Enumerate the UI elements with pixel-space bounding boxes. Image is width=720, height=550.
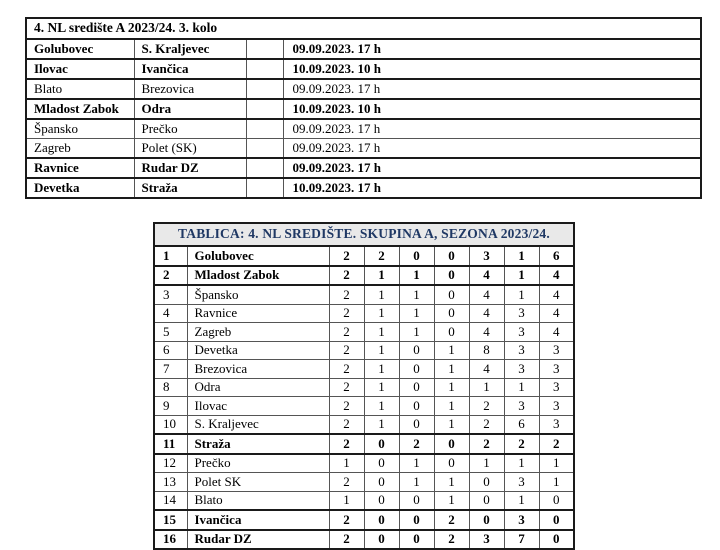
- standings-team: Mladost Zabok: [187, 266, 329, 286]
- standings-stat: 3: [539, 397, 574, 416]
- standings-stat: 2: [539, 434, 574, 454]
- standings-rank: 9: [154, 397, 187, 416]
- standings-stat: 4: [469, 360, 504, 379]
- standings-team: Ravnice: [187, 304, 329, 323]
- fixture-datetime: 09.09.2023. 17 h: [283, 158, 701, 178]
- standings-row: [154, 246, 574, 266]
- fixture-spacer-cell: [246, 119, 283, 139]
- standings-stat: 1: [364, 378, 399, 397]
- standings-stat: 1: [399, 454, 434, 473]
- standings-stat: 4: [469, 285, 504, 304]
- standings-stat: 1: [329, 454, 364, 473]
- standings-stat: 0: [399, 415, 434, 434]
- standings-stat: 0: [434, 266, 469, 286]
- standings-stat: 2: [329, 415, 364, 434]
- standings-row: [154, 454, 574, 473]
- standings-stat: 0: [399, 360, 434, 379]
- standings-stat: 0: [539, 491, 574, 510]
- standings-stat: 0: [399, 246, 434, 266]
- standings-stat: 7: [504, 530, 539, 550]
- standings-stat: 1: [504, 266, 539, 286]
- standings-team: Zagreb: [187, 323, 329, 342]
- standings-team: Polet SK: [187, 473, 329, 492]
- standings-stat: 2: [469, 397, 504, 416]
- fixture-home-team: Golubovec: [26, 39, 134, 59]
- fixture-spacer-cell: [246, 79, 283, 99]
- fixture-datetime: 09.09.2023. 17 h: [283, 119, 701, 139]
- fixture-datetime: 10.09.2023. 10 h: [283, 59, 701, 79]
- standings-row: [154, 323, 574, 342]
- fixtures-title: 4. NL središte A 2023/24. 3. kolo: [26, 18, 701, 39]
- fixture-home-team: Mladost Zabok: [26, 99, 134, 119]
- standings-row: [154, 510, 574, 530]
- standings-stat: 2: [504, 434, 539, 454]
- standings-stat: 0: [539, 530, 574, 550]
- fixture-datetime: 10.09.2023. 17 h: [283, 178, 701, 198]
- standings-stat: 1: [504, 246, 539, 266]
- standings-stat: 2: [329, 530, 364, 550]
- standings-stat: 1: [399, 473, 434, 492]
- standings-rank: 13: [154, 473, 187, 492]
- standings-stat: 3: [504, 304, 539, 323]
- standings-stat: 0: [364, 510, 399, 530]
- fixture-spacer-cell: [246, 178, 283, 198]
- standings-stat: 3: [504, 341, 539, 360]
- standings-stat: 0: [539, 510, 574, 530]
- fixture-home-team: Devetka: [26, 178, 134, 198]
- standings-stat: 1: [399, 304, 434, 323]
- standings-team: S. Kraljevec: [187, 415, 329, 434]
- standings-stat: 2: [399, 434, 434, 454]
- standings-stat: 2: [469, 415, 504, 434]
- standings-title-row: [154, 223, 574, 246]
- fixtures-table: [25, 17, 702, 199]
- standings-stat: 0: [399, 510, 434, 530]
- standings-team: Brezovica: [187, 360, 329, 379]
- standings-stat: 1: [329, 491, 364, 510]
- fixture-away-team: Ivančica: [134, 59, 246, 79]
- standings-stat: 0: [364, 434, 399, 454]
- standings-stat: 1: [434, 473, 469, 492]
- standings-stat: 2: [329, 510, 364, 530]
- standings-team: Golubovec: [187, 246, 329, 266]
- fixture-home-team: Špansko: [26, 119, 134, 139]
- fixture-datetime: 09.09.2023. 17 h: [283, 139, 701, 159]
- standings-team: Špansko: [187, 285, 329, 304]
- fixture-spacer-cell: [246, 139, 283, 159]
- standings-stat: 1: [364, 415, 399, 434]
- fixture-away-team: Polet (SK): [134, 139, 246, 159]
- fixture-home-team: Ilovac: [26, 59, 134, 79]
- standings-stat: 4: [539, 304, 574, 323]
- standings-stat: 2: [329, 473, 364, 492]
- standings-rank: 11: [154, 434, 187, 454]
- standings-stat: 1: [434, 360, 469, 379]
- fixture-row: [26, 139, 701, 159]
- standings-stat: 0: [469, 510, 504, 530]
- standings-body: [154, 246, 574, 549]
- standings-stat: 1: [504, 491, 539, 510]
- standings-stat: 1: [469, 378, 504, 397]
- standings-stat: 0: [434, 323, 469, 342]
- standings-stat: 3: [504, 473, 539, 492]
- standings-stat: 2: [329, 360, 364, 379]
- standings-row: [154, 304, 574, 323]
- standings-stat: 1: [434, 378, 469, 397]
- standings-stat: 2: [329, 434, 364, 454]
- standings-stat: 0: [399, 530, 434, 550]
- standings-stat: 3: [469, 246, 504, 266]
- standings-stat: 2: [329, 285, 364, 304]
- standings-rank: 15: [154, 510, 187, 530]
- standings-rank: 12: [154, 454, 187, 473]
- standings-stat: 2: [329, 341, 364, 360]
- standings-stat: 1: [364, 285, 399, 304]
- standings-team: Prečko: [187, 454, 329, 473]
- standings-row: [154, 434, 574, 454]
- standings-stat: 2: [329, 378, 364, 397]
- standings-rank: 16: [154, 530, 187, 550]
- standings-stat: 3: [469, 530, 504, 550]
- standings-stat: 2: [329, 266, 364, 286]
- standings-stat: 1: [364, 323, 399, 342]
- standings-stat: 0: [469, 491, 504, 510]
- standings-stat: 1: [469, 454, 504, 473]
- standings-stat: 2: [329, 304, 364, 323]
- standings-stat: 3: [539, 378, 574, 397]
- standings-stat: 4: [469, 266, 504, 286]
- standings-stat: 3: [539, 360, 574, 379]
- fixture-row: [26, 79, 701, 99]
- standings-stat: 0: [399, 491, 434, 510]
- standings-stat: 1: [364, 304, 399, 323]
- standings-stat: 0: [434, 304, 469, 323]
- standings-stat: 1: [364, 360, 399, 379]
- fixture-spacer-cell: [246, 158, 283, 178]
- standings-stat: 6: [504, 415, 539, 434]
- standings-stat: 0: [364, 454, 399, 473]
- standings-stat: 1: [364, 341, 399, 360]
- standings-row: [154, 397, 574, 416]
- fixture-row: [26, 178, 701, 198]
- standings-stat: 0: [399, 397, 434, 416]
- standings-stat: 1: [399, 266, 434, 286]
- fixture-spacer-cell: [246, 59, 283, 79]
- standings-stat: 2: [329, 246, 364, 266]
- standings-rank: 1: [154, 246, 187, 266]
- standings-rank: 4: [154, 304, 187, 323]
- standings-rank: 7: [154, 360, 187, 379]
- standings-title: TABLICA: 4. NL SREDIŠTE. SKUPINA A, SEZONA 2023/24.: [154, 223, 574, 246]
- standings-stat: 0: [434, 285, 469, 304]
- standings-stat: 1: [434, 397, 469, 416]
- fixture-datetime: 10.09.2023. 10 h: [283, 99, 701, 119]
- standings-row: [154, 530, 574, 550]
- standings-row: [154, 473, 574, 492]
- standings-row: [154, 360, 574, 379]
- standings-team: Devetka: [187, 341, 329, 360]
- standings-rank: 10: [154, 415, 187, 434]
- standings-stat: 4: [469, 304, 504, 323]
- standings-stat: 3: [504, 323, 539, 342]
- standings-stat: 4: [539, 266, 574, 286]
- standings-team: Rudar DZ: [187, 530, 329, 550]
- standings-stat: 1: [399, 285, 434, 304]
- standings-stat: 1: [364, 397, 399, 416]
- standings-team: Straža: [187, 434, 329, 454]
- fixture-datetime: 09.09.2023. 17 h: [283, 79, 701, 99]
- standings-stat: 3: [504, 360, 539, 379]
- standings-row: [154, 378, 574, 397]
- standings-team: Blato: [187, 491, 329, 510]
- standings-stat: 0: [399, 341, 434, 360]
- fixture-home-team: Ravnice: [26, 158, 134, 178]
- fixture-away-team: Odra: [134, 99, 246, 119]
- standings-rank: 14: [154, 491, 187, 510]
- standings-stat: 3: [504, 510, 539, 530]
- standings-stat: 1: [539, 454, 574, 473]
- standings-stat: 4: [539, 323, 574, 342]
- standings-rank: 3: [154, 285, 187, 304]
- standings-rank: 8: [154, 378, 187, 397]
- standings-stat: 4: [539, 285, 574, 304]
- fixture-away-team: Straža: [134, 178, 246, 198]
- standings-stat: 0: [434, 246, 469, 266]
- fixture-away-team: Brezovica: [134, 79, 246, 99]
- fixture-datetime: 09.09.2023. 17 h: [283, 39, 701, 59]
- standings-stat: 0: [364, 473, 399, 492]
- standings-stat: 2: [434, 510, 469, 530]
- fixture-away-team: Rudar DZ: [134, 158, 246, 178]
- fixture-row: [26, 39, 701, 59]
- standings-row: [154, 491, 574, 510]
- standings-stat: 1: [434, 341, 469, 360]
- standings-row: [154, 415, 574, 434]
- standings-stat: 2: [434, 530, 469, 550]
- standings-stat: 3: [539, 415, 574, 434]
- standings-row: [154, 341, 574, 360]
- standings-stat: 0: [364, 530, 399, 550]
- standings-team: Odra: [187, 378, 329, 397]
- standings-stat: 1: [504, 378, 539, 397]
- standings-stat: 0: [434, 454, 469, 473]
- standings-row: [154, 266, 574, 286]
- standings-stat: 8: [469, 341, 504, 360]
- standings-stat: 1: [399, 323, 434, 342]
- standings-stat: 2: [329, 397, 364, 416]
- standings-stat: 1: [504, 454, 539, 473]
- fixture-spacer-cell: [246, 99, 283, 119]
- standings-stat: 0: [364, 491, 399, 510]
- standings-stat: 1: [434, 491, 469, 510]
- standings-stat: 1: [504, 285, 539, 304]
- standings-stat: 2: [364, 246, 399, 266]
- standings-stat: 3: [504, 397, 539, 416]
- fixture-away-team: S. Kraljevec: [134, 39, 246, 59]
- fixture-row: [26, 59, 701, 79]
- fixture-away-team: Prečko: [134, 119, 246, 139]
- fixture-spacer-cell: [246, 39, 283, 59]
- fixture-home-team: Zagreb: [26, 139, 134, 159]
- standings-stat: 0: [399, 378, 434, 397]
- standings-stat: 0: [434, 434, 469, 454]
- standings-rank: 6: [154, 341, 187, 360]
- standings-stat: 1: [434, 415, 469, 434]
- standings-stat: 1: [364, 266, 399, 286]
- fixture-row: [26, 158, 701, 178]
- standings-stat: 6: [539, 246, 574, 266]
- standings-stat: 4: [469, 323, 504, 342]
- standings-stat: 0: [469, 473, 504, 492]
- standings-team: Ivančica: [187, 510, 329, 530]
- fixtures-title-row: [26, 18, 701, 39]
- standings-team: Ilovac: [187, 397, 329, 416]
- standings-stat: 2: [329, 323, 364, 342]
- fixture-row: [26, 99, 701, 119]
- standings-stat: 1: [539, 473, 574, 492]
- standings-rank: 2: [154, 266, 187, 286]
- fixture-home-team: Blato: [26, 79, 134, 99]
- fixtures-body: [26, 39, 701, 198]
- standings-stat: 2: [469, 434, 504, 454]
- standings-table: [153, 222, 575, 550]
- standings-rank: 5: [154, 323, 187, 342]
- standings-row: [154, 285, 574, 304]
- standings-stat: 3: [539, 341, 574, 360]
- fixture-row: [26, 119, 701, 139]
